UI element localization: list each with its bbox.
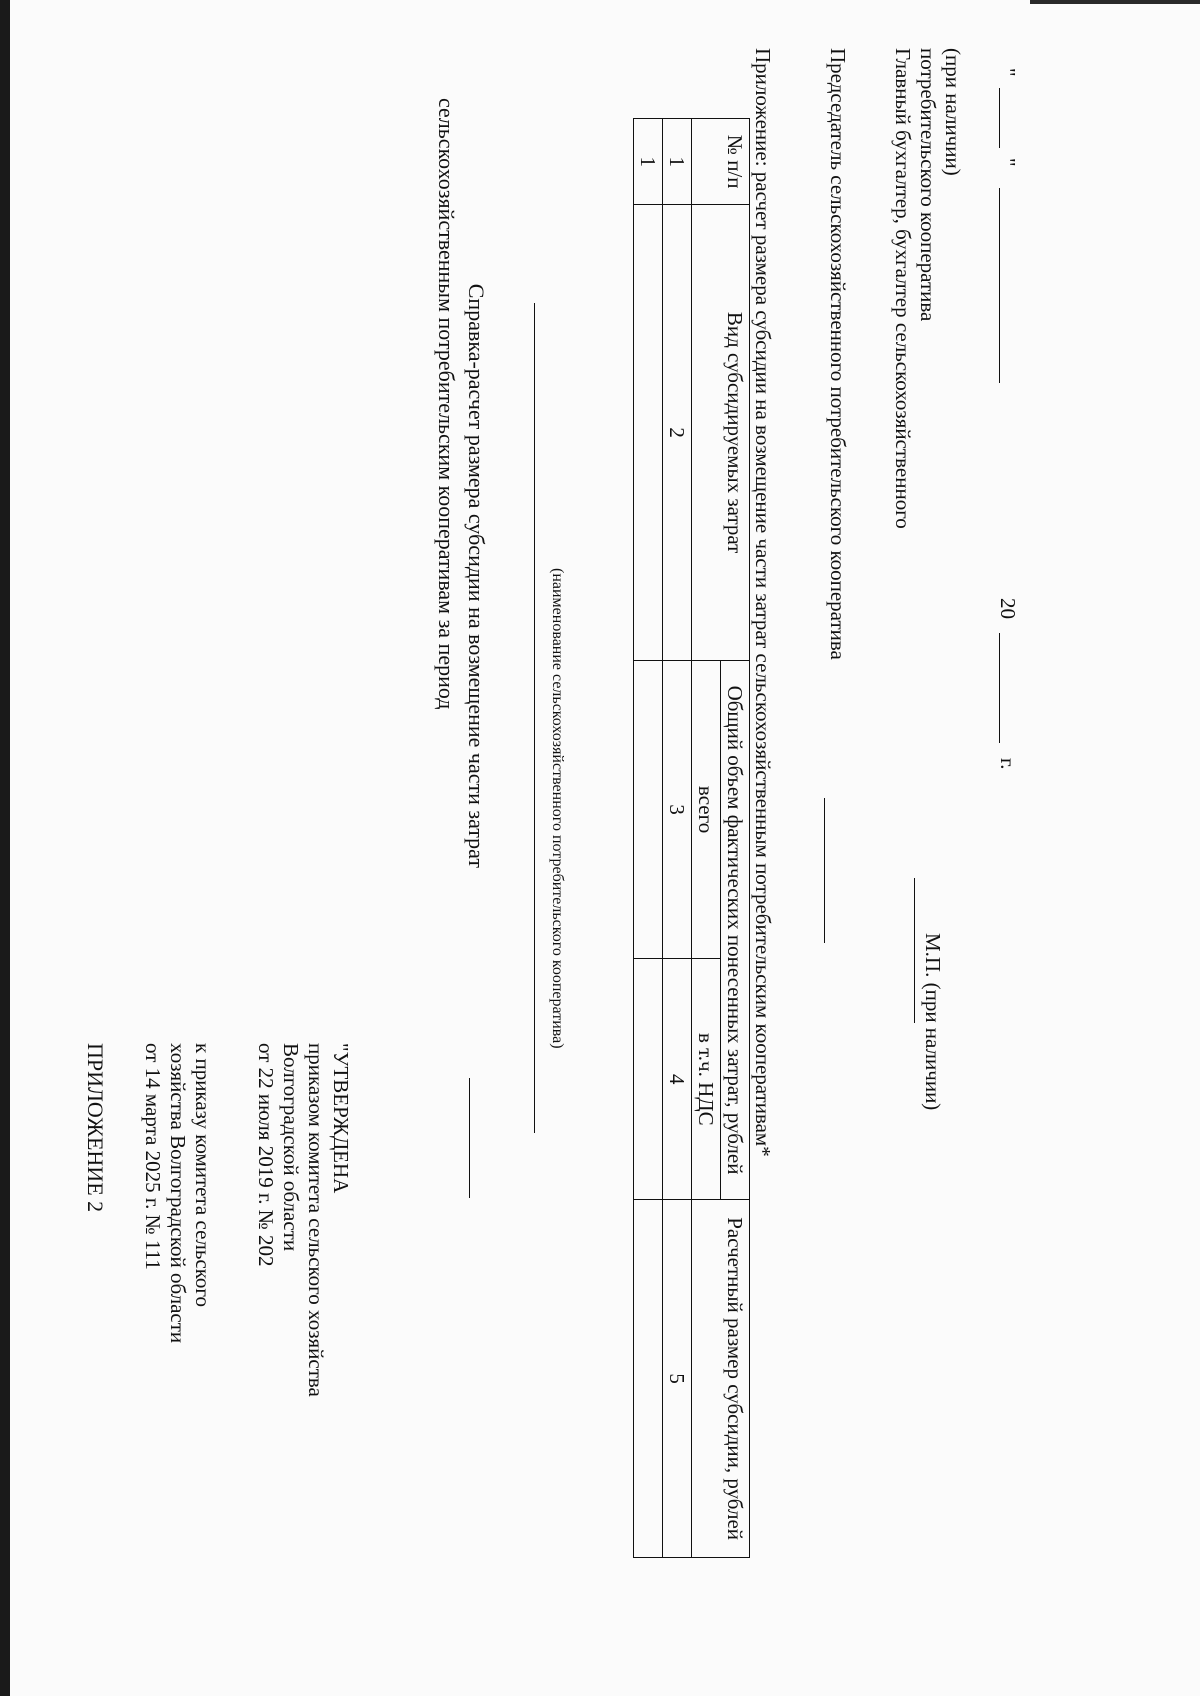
appendix-note: Приложение: расчет размера субсидии на возмещение части затрат сельскохозяйственным потребительским кооперативам*	[751, 48, 775, 1157]
header-num: № п/п	[692, 119, 750, 205]
accountant-label: Главный бухгалтер, бухгалтер сельскохозяйственного	[891, 48, 915, 529]
date-day-line[interactable]	[999, 88, 1000, 148]
table-cell[interactable]	[634, 660, 663, 959]
numbering-cell: 1	[663, 119, 692, 205]
numbering-cell: 4	[663, 959, 692, 1200]
scan-edge-top	[1030, 0, 1200, 4]
title-line-2: сельскохозяйственным потребительским кооперативам за период	[434, 98, 459, 710]
approval-line: приказом комитета сельского хозяйства	[304, 1043, 328, 1397]
document-page	[10, 8, 1190, 1588]
accountant-signature-line[interactable]	[914, 878, 915, 1023]
approval-reference	[253, 1043, 353, 1397]
title-line-1: Справка-расчет размера субсидии на возмещение части затрат	[464, 283, 489, 868]
header-cost-type: Вид субсидируемых затрат	[692, 205, 750, 660]
chairman-signature-line[interactable]	[824, 798, 825, 943]
cooperative-name-line[interactable]	[534, 303, 535, 1133]
order-line: от 14 марта 2025 г. № 111	[141, 1043, 165, 1270]
order-line: к приказу комитета сельского	[191, 1043, 215, 1308]
table-cell[interactable]	[634, 205, 663, 660]
accountant-label: (при наличии)	[941, 48, 965, 176]
appendix-title: ПРИЛОЖЕНИЕ 2	[83, 1043, 108, 1213]
scan-edge	[0, 0, 10, 1696]
header-total-costs: Общий объем фактических понесенных затрат, рублей	[721, 660, 750, 1199]
approval-line: "УТВЕРЖДЕНА	[329, 1043, 353, 1194]
date-quote-open: "	[996, 68, 1020, 77]
order-line: хозяйства Волгоградской области	[166, 1043, 190, 1344]
header-vat: в т.ч. НДС	[692, 959, 721, 1200]
cooperative-name-caption: (наименование сельскохозяйственного потребительского кооператива)	[549, 568, 566, 1049]
subsidy-table	[633, 118, 750, 1558]
table-numbering-row	[663, 119, 692, 1558]
numbering-cell: 2	[663, 205, 692, 660]
approval-line: Волгоградской области	[279, 1043, 303, 1252]
table-row	[634, 119, 663, 1558]
date-year-prefix: 20	[996, 598, 1020, 619]
accountant-label: потребительского кооператива	[916, 48, 940, 322]
chairman-label: Председатель сельскохозяйственного потребительского кооператива	[826, 48, 850, 660]
approval-line: от 22 июля 2019 г. № 202	[254, 1043, 278, 1267]
order-reference	[140, 1043, 215, 1343]
stamp-label: М.П. (при наличии)	[921, 933, 945, 1111]
numbering-cell: 3	[663, 660, 692, 959]
table-cell: 1	[634, 119, 663, 205]
date-quote-close: "	[996, 158, 1020, 167]
table-header-row	[721, 119, 750, 1558]
table-cell[interactable]	[634, 1200, 663, 1558]
header-total: всего	[692, 660, 721, 959]
date-year-line[interactable]	[999, 633, 1000, 743]
date-year-suffix: г.	[996, 758, 1020, 770]
date-month-line[interactable]	[999, 188, 1000, 383]
table-cell[interactable]	[634, 959, 663, 1200]
period-blank-line[interactable]	[469, 1078, 470, 1198]
header-subsidy: Расчетный размер субсидии, рублей	[692, 1200, 750, 1558]
numbering-cell: 5	[663, 1200, 692, 1558]
